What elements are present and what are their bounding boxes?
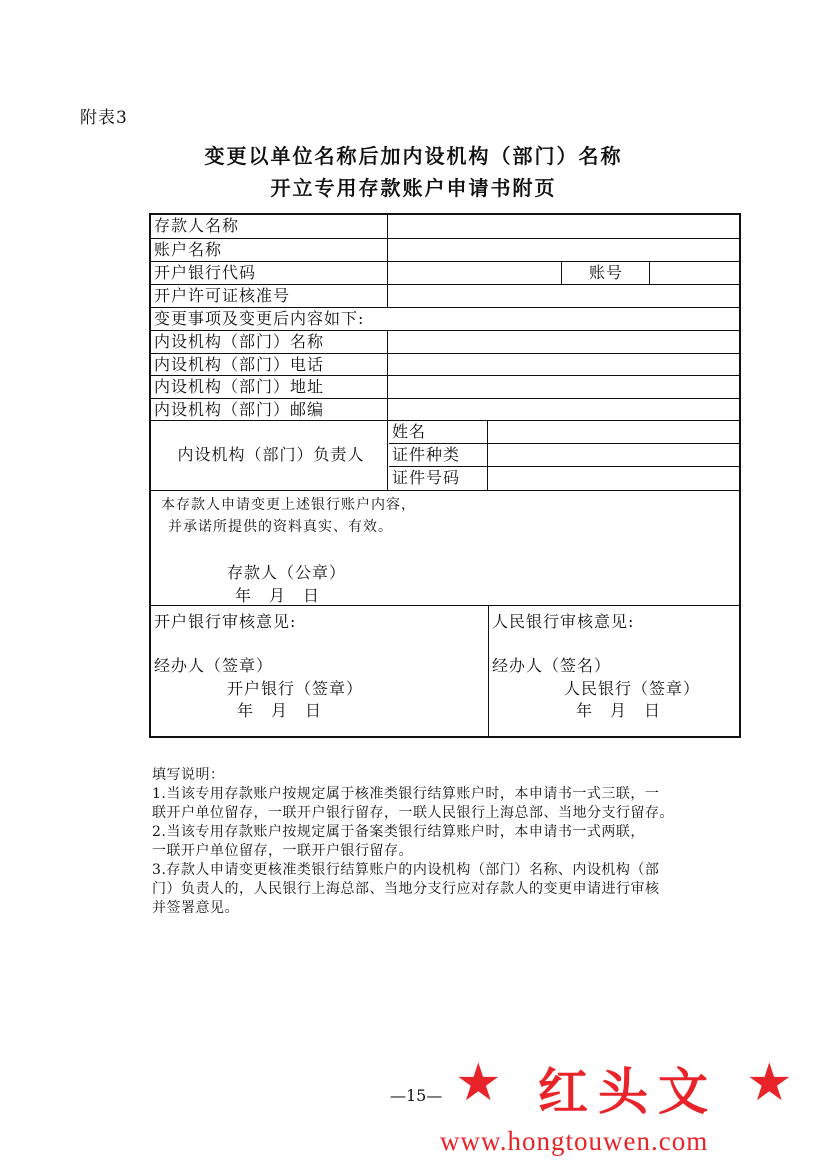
field-permit-no[interactable] <box>389 285 739 307</box>
pboc-review-date: 年 月 日 <box>576 701 662 720</box>
field-dept-address[interactable] <box>389 376 739 398</box>
watermark-text: 红头文 <box>538 1062 718 1121</box>
bank-review-date: 年 月 日 <box>237 701 323 720</box>
declaration-line-2: 并承诺所提供的资料真实、有效。 <box>168 519 393 535</box>
label-id-number: 证件号码 <box>392 468 461 487</box>
row-dept-address <box>151 376 739 399</box>
title-line-2: 开立专用存款账户申请书附页 <box>270 176 557 200</box>
label-change-header: 变更事项及变更后内容如下: <box>154 309 365 328</box>
declaration-line-1: 本存款人申请变更上述银行账户内容， <box>161 497 416 513</box>
watermark-url[interactable]: www.hongtouwen.com <box>440 1126 709 1156</box>
declaration-date: 年 月 日 <box>235 586 321 605</box>
label-dept-postcode: 内设机构（部门）邮编 <box>154 400 325 419</box>
row-change-header <box>151 308 739 331</box>
bank-handler-seal: 经办人（签章） <box>154 656 274 675</box>
depositor-seal: 存款人（公章） <box>227 563 347 582</box>
note-3b: 门）负责人的，人民银行上海总部、当地分支行应对存款人的变更申请进行审核 <box>152 881 660 897</box>
field-id-type[interactable] <box>489 444 739 466</box>
note-1b: 联开户单位留存，一联开户银行留存，一联人民银行上海总部、当地分支行留存。 <box>152 805 674 821</box>
pboc-review-label: 人民银行审核意见: <box>492 612 635 631</box>
field-bank-code[interactable] <box>389 262 561 284</box>
field-account-name[interactable] <box>389 239 739 261</box>
row-depositor-name <box>151 215 739 239</box>
bank-review-label: 开户银行审核意见: <box>154 612 297 631</box>
label-permit-no: 开户许可证核准号 <box>154 286 291 305</box>
field-account-no[interactable] <box>651 262 739 284</box>
row-dept-postcode <box>151 399 739 421</box>
watermark-star-right-icon: ★ <box>746 1053 793 1113</box>
row-permit-no <box>151 285 739 308</box>
row-dept-phone <box>151 354 739 376</box>
pboc-seal: 人民银行（签章） <box>564 679 701 698</box>
label-dept-head: 内设机构（部门）负责人 <box>177 445 365 464</box>
label-dept-address: 内设机构（部门）地址 <box>154 377 325 396</box>
row-review <box>151 606 739 736</box>
note-1a: 1.当该专用存款账户按规定属于核准类银行结算账户时，本申请书一式三联，一 <box>152 786 660 802</box>
label-depositor-name: 存款人名称 <box>154 216 240 235</box>
row-account-name <box>151 239 739 262</box>
pboc-handler-sign: 经办人（签名） <box>492 656 612 675</box>
field-dept-name[interactable] <box>389 331 739 353</box>
field-dept-phone[interactable] <box>389 354 739 375</box>
field-depositor-name[interactable] <box>389 215 739 238</box>
row-dept-head <box>151 421 739 491</box>
field-dept-postcode[interactable] <box>389 399 739 420</box>
appendix-label: 附表3 <box>80 108 128 128</box>
label-account-no: 账号 <box>588 263 623 282</box>
label-dept-phone: 内设机构（部门）电话 <box>154 355 325 374</box>
label-bank-code: 开户银行代码 <box>154 263 257 282</box>
note-3a: 3.存款人申请变更核准类银行结算账户的内设机构（部门）名称、内设机构（部 <box>152 862 660 878</box>
note-2a: 2.当该专用存款账户按规定属于备案类银行结算账户时，本申请书一式两联， <box>152 824 645 840</box>
application-form-table <box>149 213 741 738</box>
field-id-number[interactable] <box>489 467 739 490</box>
label-dept-name: 内设机构（部门）名称 <box>154 332 325 351</box>
field-head-name[interactable] <box>489 421 739 443</box>
label-account-name: 账户名称 <box>154 240 223 259</box>
label-id-type: 证件种类 <box>392 445 461 464</box>
page-number: —15— <box>390 1086 443 1105</box>
note-3c: 并签署意见。 <box>152 900 239 916</box>
notes-heading: 填写说明： <box>152 767 225 783</box>
note-2b: 一联开户单位留存，一联开户银行留存。 <box>152 843 413 859</box>
title-line-1: 变更以单位名称后加内设机构（部门）名称 <box>204 144 623 168</box>
label-head-name: 姓名 <box>392 422 427 441</box>
row-declaration <box>151 491 739 606</box>
bank-seal: 开户银行（签章） <box>227 679 364 698</box>
watermark-star-left-icon: ★ <box>455 1053 502 1113</box>
filling-instructions <box>152 766 674 918</box>
row-dept-name <box>151 331 739 354</box>
row-bank-code <box>151 262 739 285</box>
